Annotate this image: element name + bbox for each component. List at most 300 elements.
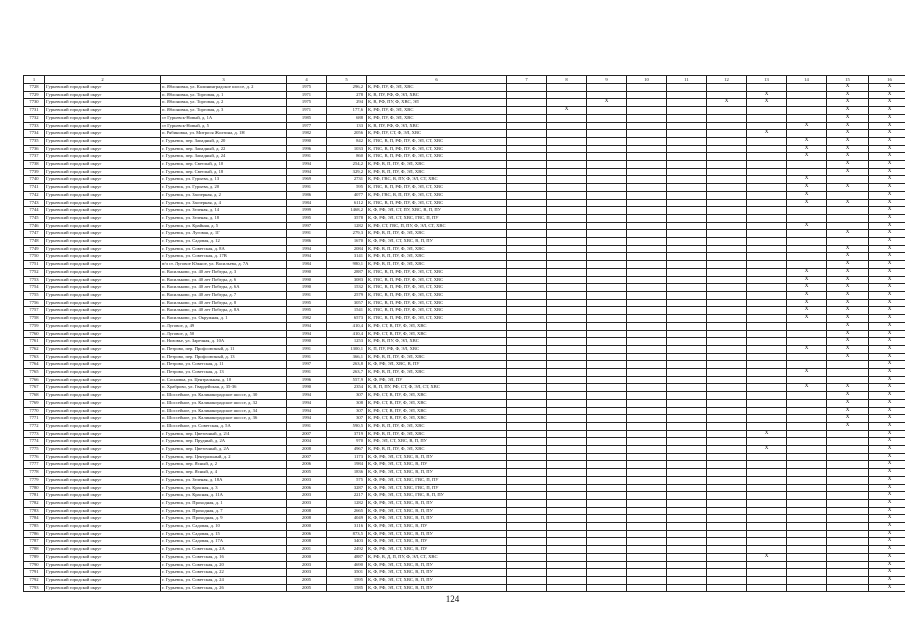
mark-cell-11 bbox=[667, 222, 707, 230]
year-cell: 2001 bbox=[287, 546, 327, 554]
mark-cell-16: X bbox=[869, 553, 905, 561]
okrug-cell: Гурьевский городской округ bbox=[45, 338, 161, 346]
table-row bbox=[24, 376, 905, 384]
address-cell: г. Гурьевск, ул. Красная, д. 11А bbox=[161, 492, 287, 500]
address-cell: п. Луговое, д. 50 bbox=[161, 330, 287, 338]
address-cell: г. Гурьевск, ул. Советская, д. 26 bbox=[161, 584, 287, 592]
mark-cell-15 bbox=[827, 438, 869, 446]
mark-cell-14: X bbox=[787, 384, 827, 392]
mark-cell-14 bbox=[787, 507, 827, 515]
okrug-cell: Гурьевский городской округ bbox=[45, 422, 161, 430]
works-cell: К, РФ, В, П, ПУ, Ф, ЭЛ, ХВС bbox=[367, 161, 507, 169]
mark-cell-16: X bbox=[869, 230, 905, 238]
area-cell: 410,4 bbox=[327, 330, 367, 338]
year-cell: 1990 bbox=[287, 137, 327, 145]
mark-cell-14 bbox=[787, 107, 827, 115]
table-row bbox=[24, 569, 905, 577]
area-cell: 410,4 bbox=[327, 322, 367, 330]
mark-cell-8 bbox=[547, 307, 587, 315]
mark-cell-9 bbox=[587, 291, 627, 299]
column-number-10: 10 bbox=[627, 76, 667, 84]
works-cell: К, ГВС, В, П, РФ, ПУ, Ф, ЭЛ, СТ, ХВС bbox=[367, 153, 507, 161]
works-cell: К, РФ, В, П, ПУ, Ф, ЭЛ, ХВС bbox=[367, 261, 507, 269]
mark-cell-15: X bbox=[827, 330, 869, 338]
mark-cell-15: X bbox=[827, 276, 869, 284]
mark-cell-12 bbox=[707, 461, 747, 469]
mark-cell-7 bbox=[507, 322, 547, 330]
mark-cell-7 bbox=[507, 523, 547, 531]
table-row bbox=[24, 153, 905, 161]
mark-cell-11 bbox=[667, 284, 707, 292]
address-cell: г. Гурьевск, ул. Садовая, д. 10 bbox=[161, 523, 287, 531]
mark-cell-7 bbox=[507, 538, 547, 546]
mark-cell-8 bbox=[547, 214, 587, 222]
area-cell: 2492 bbox=[327, 546, 367, 554]
mark-cell-8 bbox=[547, 369, 587, 377]
works-cell: К, Ф, РФ, ЭЛ, СТ, ПУ, ХВС, В, П, ПУ bbox=[367, 207, 507, 215]
address-cell: п. Яблоновка, ул. Торговая, д. 1 bbox=[161, 91, 287, 99]
mark-cell-15: X bbox=[827, 245, 869, 253]
mark-cell-12 bbox=[707, 376, 747, 384]
okrug-cell: Гурьевский городской округ bbox=[45, 84, 161, 92]
mark-cell-7 bbox=[507, 407, 547, 415]
address-cell: г. Гурьевск, ул. Зеленая, д. 14 bbox=[161, 207, 287, 215]
address-cell: п. Петрово, пер. Профсоюзный, д. 11 bbox=[161, 345, 287, 353]
mark-cell-10 bbox=[627, 446, 667, 454]
mark-cell-9 bbox=[587, 446, 627, 454]
works-cell: К, РФ, СТ, В, ПУ, Ф, ЭЛ, ХВС bbox=[367, 330, 507, 338]
works-cell: К, РФ, В, ПУ, Ф, ЭЛ, ХВС bbox=[367, 338, 507, 346]
works-cell: К, РФ, ПУ, Ф, ЭЛ, ХВС bbox=[367, 107, 507, 115]
okrug-cell: Гурьевский городской округ bbox=[45, 399, 161, 407]
works-cell: К, ГВС, В, П, РФ, ПУ, Ф, ЭЛ, СТ, ХВС bbox=[367, 307, 507, 315]
mark-cell-10 bbox=[627, 230, 667, 238]
year-cell: 1994 bbox=[287, 415, 327, 423]
works-cell: К, Ф, РФ, ЭЛ, СТ, ХВС, ГВС, В, П, ПУ bbox=[367, 492, 507, 500]
row-number-cell: 7764 bbox=[24, 361, 45, 369]
works-cell: К, РФ, В, П, ПУ, Ф, ЭЛ, ХВС bbox=[367, 168, 507, 176]
mark-cell-14 bbox=[787, 161, 827, 169]
row-number-cell: 7770 bbox=[24, 407, 45, 415]
mark-cell-9 bbox=[587, 369, 627, 377]
mark-cell-15 bbox=[827, 499, 869, 507]
mark-cell-8 bbox=[547, 399, 587, 407]
table-row bbox=[24, 430, 905, 438]
table-row bbox=[24, 307, 905, 315]
mark-cell-9 bbox=[587, 261, 627, 269]
mark-cell-12 bbox=[707, 238, 747, 246]
mark-cell-15: X bbox=[827, 107, 869, 115]
year-cell: 2007 bbox=[287, 453, 327, 461]
mark-cell-13 bbox=[747, 307, 787, 315]
address-cell: г. Гурьевск, ул. Гурьева, д. 20 bbox=[161, 184, 287, 192]
mark-cell-15: X bbox=[827, 345, 869, 353]
okrug-cell: Гурьевский городской округ bbox=[45, 353, 161, 361]
mark-cell-12 bbox=[707, 577, 747, 585]
housing-register-table bbox=[23, 75, 905, 592]
mark-cell-16: X bbox=[869, 492, 905, 500]
mark-cell-7 bbox=[507, 276, 547, 284]
area-cell: 6573 bbox=[327, 315, 367, 323]
mark-cell-7 bbox=[507, 507, 547, 515]
table-row bbox=[24, 253, 905, 261]
mark-cell-10 bbox=[627, 584, 667, 592]
works-cell: К, ГВС, В, П, РФ, ПУ, Ф, ЭЛ, СТ, ХВС bbox=[367, 284, 507, 292]
address-cell: г. Гурьевск, ул. Проходная, д. 9 bbox=[161, 515, 287, 523]
row-number-cell: 7766 bbox=[24, 376, 45, 384]
mark-cell-8 bbox=[547, 492, 587, 500]
works-cell: К, РФ, В, П, ПУ, Ф, ЭЛ, ХВС bbox=[367, 245, 507, 253]
address-cell: п. Шоссейное, ул. Калининградское шоссе, д. 32 bbox=[161, 399, 287, 407]
area-cell: 3141 bbox=[327, 253, 367, 261]
address-cell: п. Яблоновка, ул. Калининградское шоссе, д. 2 bbox=[161, 84, 287, 92]
mark-cell-9: X bbox=[587, 99, 627, 107]
address-cell: п. Васильково, ул. 40 лет Победы, д. 3 bbox=[161, 268, 287, 276]
mark-cell-10 bbox=[627, 361, 667, 369]
address-cell: г. Гурьевск, пер. Цветочный, д. 2/4 bbox=[161, 430, 287, 438]
okrug-cell: Гурьевский городской округ bbox=[45, 253, 161, 261]
mark-cell-16: X bbox=[869, 392, 905, 400]
mark-cell-7 bbox=[507, 345, 547, 353]
mark-cell-14: X bbox=[787, 145, 827, 153]
mark-cell-16: X bbox=[869, 461, 905, 469]
year-cell: 1994 bbox=[287, 253, 327, 261]
mark-cell-7 bbox=[507, 392, 547, 400]
address-cell: п. Петрово, ул. Советская, д. 11 bbox=[161, 361, 287, 369]
address-cell: г. Гурьевск, пер. Светлый, д. 10 bbox=[161, 161, 287, 169]
mark-cell-15: X bbox=[827, 84, 869, 92]
mark-cell-10 bbox=[627, 199, 667, 207]
mark-cell-11 bbox=[667, 569, 707, 577]
mark-cell-9 bbox=[587, 168, 627, 176]
mark-cell-11 bbox=[667, 307, 707, 315]
mark-cell-14: X bbox=[787, 176, 827, 184]
mark-cell-14 bbox=[787, 253, 827, 261]
table-row bbox=[24, 492, 905, 500]
mark-cell-10 bbox=[627, 530, 667, 538]
mark-cell-8 bbox=[547, 168, 587, 176]
table-row bbox=[24, 461, 905, 469]
area-cell: 4887 bbox=[327, 553, 367, 561]
mark-cell-11 bbox=[667, 484, 707, 492]
mark-cell-11 bbox=[667, 137, 707, 145]
works-cell: К, ГВС, В, П, РФ, ПУ, Ф, ЭЛ, СТ, ХВС bbox=[367, 145, 507, 153]
mark-cell-7 bbox=[507, 361, 547, 369]
mark-cell-10 bbox=[627, 161, 667, 169]
mark-cell-15: X bbox=[827, 184, 869, 192]
mark-cell-13 bbox=[747, 315, 787, 323]
mark-cell-12 bbox=[707, 553, 747, 561]
mark-cell-7 bbox=[507, 238, 547, 246]
address-cell: г. Гурьевск, пер. Западный, д. 24 bbox=[161, 153, 287, 161]
mark-cell-7 bbox=[507, 492, 547, 500]
mark-cell-10 bbox=[627, 369, 667, 377]
table-row bbox=[24, 222, 905, 230]
mark-cell-13 bbox=[747, 168, 787, 176]
column-number-15: 15 bbox=[827, 76, 869, 84]
mark-cell-10 bbox=[627, 276, 667, 284]
column-number-2: 2 bbox=[45, 76, 161, 84]
mark-cell-14: X bbox=[787, 199, 827, 207]
table-body bbox=[24, 84, 905, 592]
mark-cell-16: X bbox=[869, 476, 905, 484]
mark-cell-14 bbox=[787, 130, 827, 138]
mark-cell-13 bbox=[747, 222, 787, 230]
mark-cell-14: X bbox=[787, 369, 827, 377]
mark-cell-9 bbox=[587, 523, 627, 531]
mark-cell-10 bbox=[627, 238, 667, 246]
area-cell: 366,1 bbox=[327, 353, 367, 361]
mark-cell-11 bbox=[667, 577, 707, 585]
row-number-cell: 7774 bbox=[24, 438, 45, 446]
table-row bbox=[24, 546, 905, 554]
year-cell: 1999 bbox=[287, 207, 327, 215]
mark-cell-15: X bbox=[827, 253, 869, 261]
mark-cell-14 bbox=[787, 245, 827, 253]
mark-cell-9 bbox=[587, 238, 627, 246]
mark-cell-13 bbox=[747, 137, 787, 145]
mark-cell-12 bbox=[707, 214, 747, 222]
mark-cell-9 bbox=[587, 338, 627, 346]
works-cell: К, РФ, В, П, ПУ, Ф, ЭЛ, ХВС bbox=[367, 430, 507, 438]
mark-cell-13 bbox=[747, 330, 787, 338]
works-cell: К, РФ, ПУ, Ф, ЭЛ, ХВС bbox=[367, 114, 507, 122]
mark-cell-13 bbox=[747, 199, 787, 207]
mark-cell-11 bbox=[667, 230, 707, 238]
mark-cell-16: X bbox=[869, 430, 905, 438]
address-cell: п. Шоссейное, ул. Советская, д. 5А bbox=[161, 422, 287, 430]
area-cell: 557,9 bbox=[327, 376, 367, 384]
mark-cell-8 bbox=[547, 538, 587, 546]
mark-cell-11 bbox=[667, 176, 707, 184]
mark-cell-12 bbox=[707, 284, 747, 292]
mark-cell-10 bbox=[627, 484, 667, 492]
mark-cell-12 bbox=[707, 291, 747, 299]
address-cell: г. Гурьевск, ул. Гурьева, д. 13 bbox=[161, 176, 287, 184]
area-cell: 263,7 bbox=[327, 369, 367, 377]
mark-cell-10 bbox=[627, 561, 667, 569]
mark-cell-10 bbox=[627, 422, 667, 430]
mark-cell-10 bbox=[627, 84, 667, 92]
area-cell: 308 bbox=[327, 399, 367, 407]
mark-cell-10 bbox=[627, 168, 667, 176]
works-cell: К, РФ, В, П, ПУ, Ф, ЭЛ, ХВС bbox=[367, 369, 507, 377]
mark-cell-13 bbox=[747, 145, 787, 153]
mark-cell-11 bbox=[667, 338, 707, 346]
mark-cell-9 bbox=[587, 161, 627, 169]
mark-cell-12 bbox=[707, 199, 747, 207]
mark-cell-15 bbox=[827, 546, 869, 554]
mark-cell-15: X bbox=[827, 407, 869, 415]
mark-cell-14 bbox=[787, 399, 827, 407]
mark-cell-15: X bbox=[827, 322, 869, 330]
mark-cell-11 bbox=[667, 345, 707, 353]
mark-cell-11 bbox=[667, 415, 707, 423]
mark-cell-13 bbox=[747, 107, 787, 115]
area-cell: 3403 bbox=[327, 538, 367, 546]
row-number-cell: 7739 bbox=[24, 168, 45, 176]
mark-cell-13 bbox=[747, 338, 787, 346]
mark-cell-14 bbox=[787, 461, 827, 469]
mark-cell-7 bbox=[507, 469, 547, 477]
table-row bbox=[24, 584, 905, 592]
mark-cell-16: X bbox=[869, 345, 905, 353]
mark-cell-14 bbox=[787, 553, 827, 561]
mark-cell-9 bbox=[587, 499, 627, 507]
works-cell: К, Ф, РФ, ЭЛ, СТ, ХВС, В, ПУ bbox=[367, 461, 507, 469]
mark-cell-13 bbox=[747, 353, 787, 361]
mark-cell-10 bbox=[627, 299, 667, 307]
mark-cell-12 bbox=[707, 307, 747, 315]
address-cell: г. Гурьевск, ул. Заозерная, д. 4 bbox=[161, 199, 287, 207]
column-number-9: 9 bbox=[587, 76, 627, 84]
mark-cell-13 bbox=[747, 546, 787, 554]
mark-cell-15 bbox=[827, 461, 869, 469]
column-number-5: 5 bbox=[327, 76, 367, 84]
mark-cell-9 bbox=[587, 584, 627, 592]
mark-cell-15: X bbox=[827, 161, 869, 169]
mark-cell-7 bbox=[507, 191, 547, 199]
mark-cell-9 bbox=[587, 438, 627, 446]
okrug-cell: Гурьевский городской округ bbox=[45, 430, 161, 438]
mark-cell-8 bbox=[547, 453, 587, 461]
mark-cell-9 bbox=[587, 353, 627, 361]
mark-cell-11 bbox=[667, 446, 707, 454]
year-cell: 1991 bbox=[287, 422, 327, 430]
row-number-cell: 7740 bbox=[24, 176, 45, 184]
year-cell: 1982 bbox=[287, 130, 327, 138]
row-number-cell: 7737 bbox=[24, 153, 45, 161]
okrug-cell: Гурьевский городской округ bbox=[45, 361, 161, 369]
mark-cell-10 bbox=[627, 291, 667, 299]
area-cell: 688 bbox=[327, 114, 367, 122]
mark-cell-9 bbox=[587, 276, 627, 284]
row-number-cell: 7742 bbox=[24, 191, 45, 199]
address-cell: г. Гурьевск, пер. Западный, д. 22 bbox=[161, 145, 287, 153]
okrug-cell: Гурьевский городской округ bbox=[45, 145, 161, 153]
mark-cell-7 bbox=[507, 207, 547, 215]
mark-cell-12 bbox=[707, 338, 747, 346]
row-number-cell: 7790 bbox=[24, 561, 45, 569]
mark-cell-7 bbox=[507, 430, 547, 438]
okrug-cell: Гурьевский городской округ bbox=[45, 492, 161, 500]
row-number-cell: 7751 bbox=[24, 261, 45, 269]
mark-cell-9 bbox=[587, 422, 627, 430]
mark-cell-15: X bbox=[827, 199, 869, 207]
works-cell: К, Ф, РФ, ЭЛ, СТ, ХВС, В, П, ПУ bbox=[367, 515, 507, 523]
mark-cell-13 bbox=[747, 261, 787, 269]
mark-cell-10 bbox=[627, 284, 667, 292]
table-row bbox=[24, 238, 905, 246]
mark-cell-13 bbox=[747, 153, 787, 161]
year-cell: 1994 bbox=[287, 168, 327, 176]
mark-cell-10 bbox=[627, 207, 667, 215]
mark-cell-16: X bbox=[869, 199, 905, 207]
works-cell: К, РФ, В, П, ПУ, Ф, ЭЛ, ХВС bbox=[367, 353, 507, 361]
okrug-cell: Гурьевский городской округ bbox=[45, 268, 161, 276]
mark-cell-15 bbox=[827, 453, 869, 461]
mark-cell-14 bbox=[787, 230, 827, 238]
area-cell: 860 bbox=[327, 153, 367, 161]
year-cell: 1997 bbox=[287, 222, 327, 230]
year-cell: 2005 bbox=[287, 469, 327, 477]
mark-cell-12 bbox=[707, 415, 747, 423]
mark-cell-12 bbox=[707, 137, 747, 145]
okrug-cell: Гурьевский городской округ bbox=[45, 276, 161, 284]
address-cell: г. Гурьевск, ул. Садовая, д. 12 bbox=[161, 238, 287, 246]
table-row bbox=[24, 99, 905, 107]
works-cell: К, ГВС, В, П, РФ, ПУ, Ф, ЭЛ, СТ, ХВС bbox=[367, 268, 507, 276]
mark-cell-12 bbox=[707, 561, 747, 569]
row-number-cell: 7789 bbox=[24, 553, 45, 561]
mark-cell-15: X bbox=[827, 291, 869, 299]
mark-cell-16: X bbox=[869, 376, 905, 384]
mark-cell-14 bbox=[787, 422, 827, 430]
mark-cell-9 bbox=[587, 214, 627, 222]
mark-cell-13 bbox=[747, 438, 787, 446]
okrug-cell: Гурьевский городской округ bbox=[45, 91, 161, 99]
mark-cell-14 bbox=[787, 492, 827, 500]
row-number-cell: 7785 bbox=[24, 523, 45, 531]
mark-cell-8 bbox=[547, 122, 587, 130]
year-cell: 1986 bbox=[287, 191, 327, 199]
address-cell: п. Васильково, ул. Окружная, д. 1 bbox=[161, 315, 287, 323]
mark-cell-14 bbox=[787, 338, 827, 346]
year-cell: 1991 bbox=[287, 153, 327, 161]
works-cell: К, В, РФ, ПУ, Ф, ХВС, ЭЛ bbox=[367, 99, 507, 107]
mark-cell-7 bbox=[507, 330, 547, 338]
mark-cell-10 bbox=[627, 538, 667, 546]
mark-cell-13 bbox=[747, 184, 787, 192]
mark-cell-10 bbox=[627, 191, 667, 199]
address-cell: ст Гурьевск-Новый, д. 1А bbox=[161, 114, 287, 122]
area-cell: 254,2 bbox=[327, 161, 367, 169]
okrug-cell: Гурьевский городской округ bbox=[45, 153, 161, 161]
table-row bbox=[24, 561, 905, 569]
area-cell: 2217 bbox=[327, 492, 367, 500]
mark-cell-13 bbox=[747, 469, 787, 477]
mark-cell-11 bbox=[667, 330, 707, 338]
address-cell: г. Гурьевск, ул. Советская, д. 8А bbox=[161, 245, 287, 253]
year-cell: 2003 bbox=[287, 569, 327, 577]
mark-cell-8 bbox=[547, 507, 587, 515]
area-cell: 307 bbox=[327, 407, 367, 415]
column-number-8: 8 bbox=[547, 76, 587, 84]
works-cell: К, Ф, РФ, ЭЛ, СТ, ХВС, В, П, ПУ bbox=[367, 577, 507, 585]
mark-cell-14 bbox=[787, 484, 827, 492]
mark-cell-14 bbox=[787, 446, 827, 454]
mark-cell-13 bbox=[747, 484, 787, 492]
mark-cell-16: X bbox=[869, 245, 905, 253]
mark-cell-15: X bbox=[827, 99, 869, 107]
mark-cell-13 bbox=[747, 376, 787, 384]
mark-cell-10 bbox=[627, 91, 667, 99]
mark-cell-12 bbox=[707, 569, 747, 577]
mark-cell-14 bbox=[787, 530, 827, 538]
table-row bbox=[24, 176, 905, 184]
mark-cell-12: X bbox=[707, 99, 747, 107]
mark-cell-12 bbox=[707, 176, 747, 184]
mark-cell-9 bbox=[587, 153, 627, 161]
works-cell: К, РФ, СТ, В, ПУ, Ф, ЭЛ, ХВС bbox=[367, 399, 507, 407]
table-row bbox=[24, 415, 905, 423]
mark-cell-10 bbox=[627, 453, 667, 461]
mark-cell-8 bbox=[547, 245, 587, 253]
year-cell: 1994 bbox=[287, 399, 327, 407]
area-cell: 133 bbox=[327, 122, 367, 130]
mark-cell-14: X bbox=[787, 291, 827, 299]
row-number-cell: 7773 bbox=[24, 430, 45, 438]
